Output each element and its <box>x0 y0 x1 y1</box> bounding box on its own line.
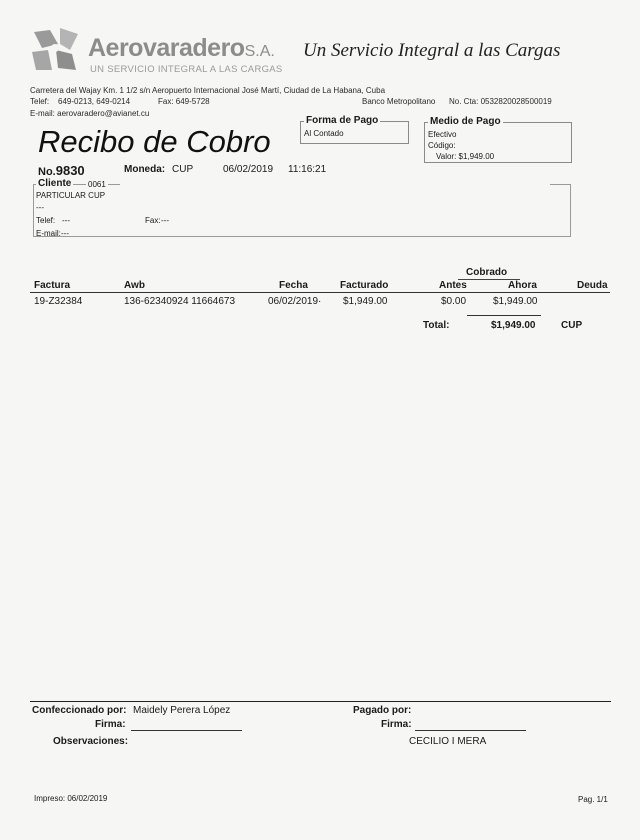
cobrado-group-header: Cobrado <box>466 267 508 278</box>
company-suffix: S.A. <box>244 43 275 60</box>
codigo-label: Código: <box>428 141 456 150</box>
printed-date: Impreso: 06/02/2019 <box>34 794 108 803</box>
cliente-code: 0061 <box>88 180 106 189</box>
company-email: E-mail: aerovaradero@avianet.cu <box>30 109 150 118</box>
cliente-name: PARTICULAR CUP <box>36 191 106 200</box>
receipt-number-value: 9830 <box>55 163 85 178</box>
confeccionado-label: Confeccionado por: <box>32 705 127 716</box>
cliente-email-label: E-mail: <box>36 229 61 238</box>
firma-pagador-label: Firma: <box>381 719 412 730</box>
firma-pagador-line <box>415 730 526 731</box>
phone-label: Telef: <box>30 97 50 106</box>
confeccionado-value: Maidely Perera López <box>133 705 231 716</box>
cell-fecha: 06/02/2019· <box>268 296 322 307</box>
cliente-box <box>33 184 571 237</box>
table-header-rule <box>30 292 610 293</box>
signer-name: CECILIO I MERA <box>409 736 487 747</box>
firma-label: Firma: <box>95 719 126 730</box>
pagado-por-label: Pagado por: <box>353 705 412 716</box>
company-name: AerovaraderoS.A. <box>88 34 275 62</box>
cliente-fax-value: --- <box>161 216 169 225</box>
medio-pago-value: Efectivo <box>428 130 457 139</box>
total-label: Total: <box>423 320 450 331</box>
company-tagline: UN SERVICIO INTEGRAL A LAS CARGAS <box>90 64 283 75</box>
document-title: Recibo de Cobro <box>38 124 271 159</box>
column-header-ahora: Ahora <box>508 280 537 291</box>
cliente-address: --- <box>36 203 44 212</box>
cell-antes: $0.00 <box>441 296 467 307</box>
medio-pago-title: Medio de Pago <box>430 116 501 127</box>
total-currency: CUP <box>561 320 583 331</box>
moneda-value: CUP <box>172 164 194 175</box>
cliente-fax-label: Fax: <box>145 216 161 225</box>
observaciones-label: Observaciones: <box>53 736 129 747</box>
company-fax: Fax: 649-5728 <box>158 97 210 106</box>
forma-pago-title: Forma de Pago <box>306 115 379 126</box>
column-header-deuda: Deuda <box>577 280 608 291</box>
cell-factura: 19-Z32384 <box>34 296 83 307</box>
valor-line: Valor: $1,949.00 <box>436 152 495 161</box>
forma-pago-value: Al Contado <box>304 129 344 138</box>
cell-facturado: $1,949.00 <box>343 296 388 307</box>
receipt-date: 06/02/2019 <box>223 164 274 175</box>
company-bank: Banco Metropolitano <box>362 97 436 106</box>
company-phones: 649-0213, 649-0214 <box>58 97 131 106</box>
company-account: No. Cta: 0532820028500019 <box>449 97 552 106</box>
moneda-label: Moneda: <box>124 164 166 175</box>
cliente-title: Cliente <box>38 178 72 189</box>
firma-signature-line <box>131 730 242 731</box>
receipt-time: 11:16:21 <box>288 164 327 175</box>
column-header-awb: Awb <box>124 280 145 291</box>
total-rule <box>467 315 541 316</box>
column-header-antes: Antes <box>439 280 467 291</box>
column-header-facturado: Facturado <box>340 280 389 291</box>
cell-ahora: $1,949.00 <box>493 296 538 307</box>
receipt-number <box>38 163 85 178</box>
company-address: Carretera del Wajay Km. 1 1/2 s/n Aeropuerto Internacional José Martí, Ciudad de La Habana, Cuba <box>30 86 386 95</box>
column-header-factura: Factura <box>34 280 71 291</box>
cell-awb: 136-62340924 11664673 <box>124 296 236 307</box>
footer-rule <box>30 701 611 702</box>
cliente-email-value: --- <box>61 229 69 238</box>
header-slogan: Un Servicio Integral a las Cargas <box>303 40 561 61</box>
total-value: $1,949.00 <box>491 320 536 331</box>
receipt-number-label: No. <box>38 166 56 178</box>
cliente-telef-value: --- <box>62 216 70 225</box>
column-header-fecha: Fecha <box>279 280 308 291</box>
cliente-box-gap <box>120 183 550 186</box>
company-logo-icon <box>30 26 82 74</box>
page-number: Pag. 1/1 <box>578 795 608 804</box>
cliente-telef-label: Telef: <box>36 216 56 225</box>
